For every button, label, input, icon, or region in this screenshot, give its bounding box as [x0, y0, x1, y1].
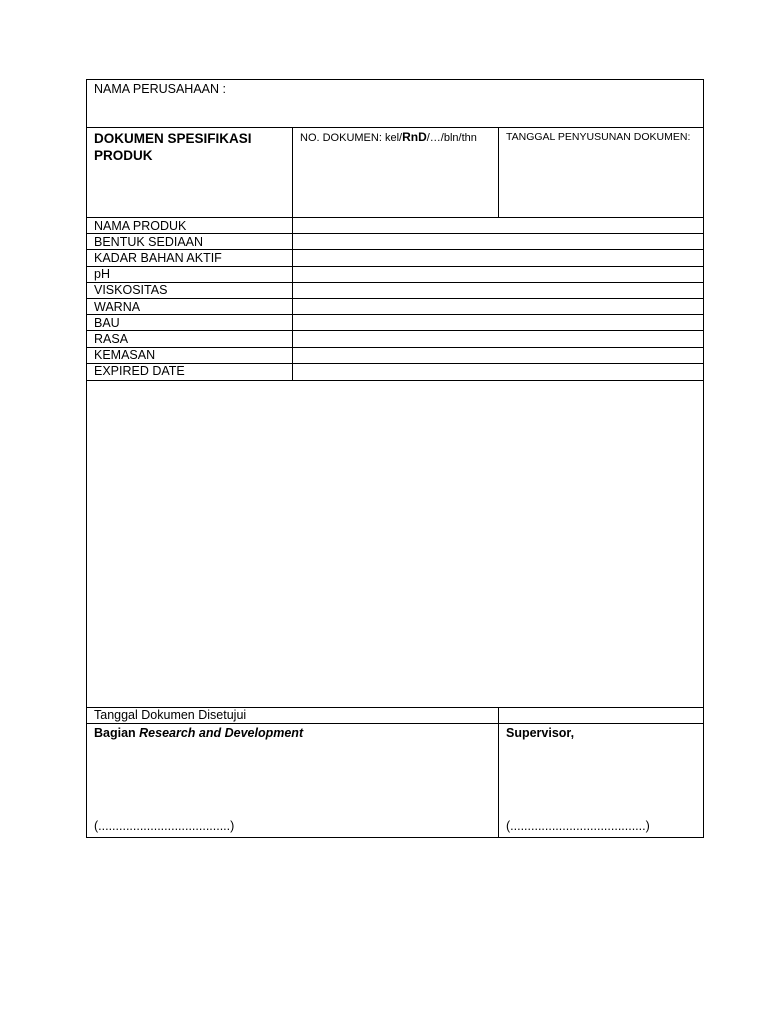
divider — [87, 298, 703, 299]
divider — [87, 347, 703, 348]
divider — [87, 314, 703, 315]
divider — [498, 127, 499, 218]
notes-area[interactable] — [87, 381, 703, 707]
product-spec-form — [86, 79, 704, 838]
spec-row-label: pH — [94, 267, 110, 282]
rnd-signature-line[interactable]: (......................................) — [94, 819, 235, 833]
compile-date-label: TANGGAL PENYUSUNAN DOKUMEN: — [506, 131, 691, 143]
supervisor-signature-line[interactable]: (.......................................) — [506, 819, 650, 833]
spec-row-label: WARNA — [94, 299, 141, 314]
spec-row-value[interactable] — [300, 316, 696, 330]
spec-row-value[interactable] — [300, 364, 696, 378]
spec-row-label: EXPIRED DATE — [94, 364, 185, 379]
divider — [87, 723, 703, 724]
spec-row-label: NAMA PRODUK — [94, 218, 187, 233]
spec-row-value[interactable] — [300, 267, 696, 281]
document-number: NO. DOKUMEN: kel/RnD/…/bln/thn — [300, 130, 477, 144]
supervisor-label: Supervisor, — [506, 726, 575, 740]
spec-row-label: VISKOSITAS — [94, 283, 168, 298]
divider — [87, 266, 703, 267]
spec-row-value[interactable] — [300, 332, 696, 346]
spec-row-value[interactable] — [300, 283, 696, 297]
divider — [87, 363, 703, 364]
document-title: DOKUMEN SPESIFIKASI PRODUK — [94, 131, 252, 163]
divider — [498, 707, 499, 837]
divider — [87, 249, 703, 250]
spec-row-value[interactable] — [300, 219, 696, 233]
spec-row-value[interactable] — [300, 300, 696, 314]
spec-row-label: RASA — [94, 331, 129, 346]
divider — [87, 127, 703, 128]
spec-row-label: KEMASAN — [94, 348, 156, 363]
approval-date-label: Tanggal Dokumen Disetujui — [94, 708, 247, 722]
spec-row-value[interactable] — [300, 235, 696, 249]
spec-row-label: KADAR BAHAN AKTIF — [94, 250, 222, 265]
spec-row-value[interactable] — [300, 251, 696, 265]
divider — [292, 127, 293, 218]
spec-row-value[interactable] — [300, 348, 696, 362]
divider — [87, 282, 703, 283]
divider — [87, 233, 703, 234]
divider — [292, 217, 293, 380]
company-name-label: NAMA PERUSAHAAN : — [94, 82, 226, 96]
rnd-department-label: Bagian Research and Development — [94, 726, 304, 740]
divider — [87, 330, 703, 331]
spec-row-label: BENTUK SEDIAAN — [94, 234, 204, 249]
spec-row-label: BAU — [94, 315, 120, 330]
